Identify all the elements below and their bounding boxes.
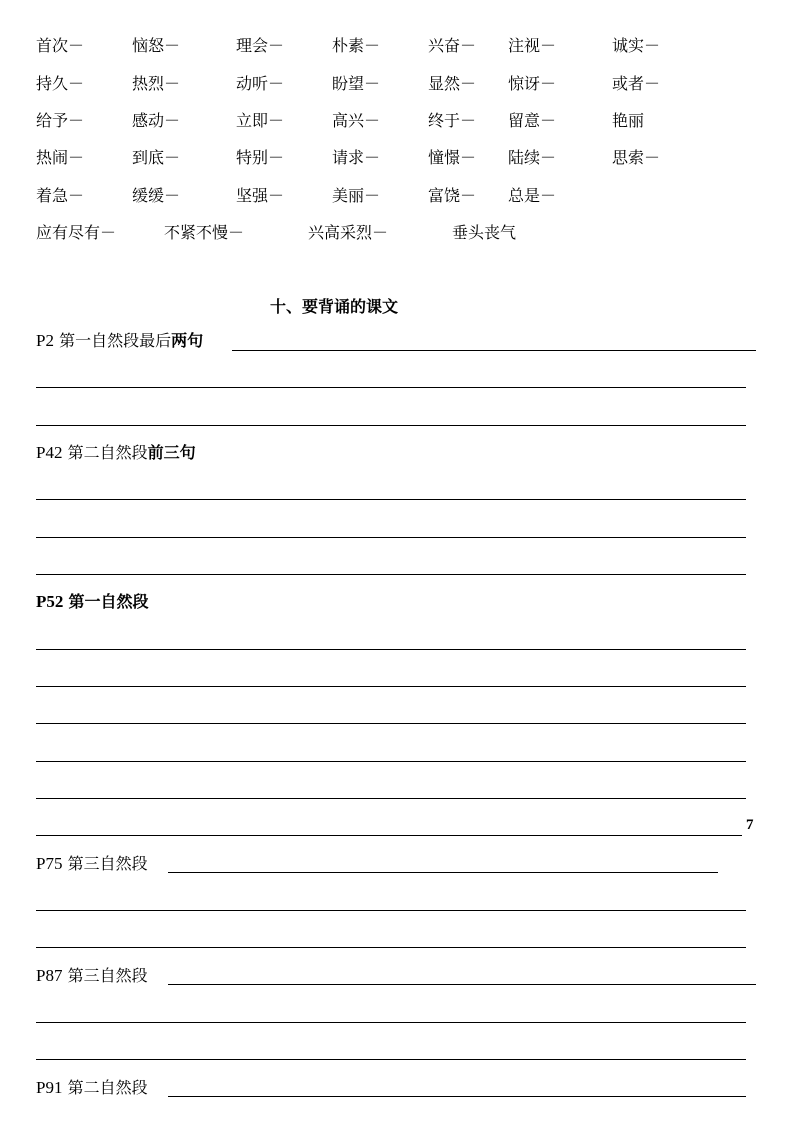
vocab-word: 憧憬－ <box>428 148 477 167</box>
passage-text: 第二自然段 <box>67 1078 148 1097</box>
vocab-word: 兴高采烈－ <box>308 223 389 242</box>
vocab-word: 注视－ <box>508 36 557 55</box>
writing-line[interactable] <box>36 425 746 426</box>
vocab-word: 美丽－ <box>332 186 381 205</box>
vocab-word: 恼怒－ <box>132 36 181 55</box>
writing-line[interactable] <box>36 537 746 538</box>
writing-line[interactable] <box>168 984 756 985</box>
writing-line[interactable] <box>36 387 746 388</box>
writing-line[interactable] <box>36 723 746 724</box>
vocab-word: 缓缓－ <box>132 186 181 205</box>
vocab-word: 高兴－ <box>332 111 381 130</box>
passage-label <box>36 854 148 874</box>
vocab-word: 首次－ <box>36 36 85 55</box>
writing-line[interactable] <box>36 1059 746 1060</box>
vocab-word: 终于－ <box>428 111 477 130</box>
page-number: 7 <box>746 817 754 833</box>
passage-text: 第一自然段最后 <box>59 331 172 350</box>
vocab-word: 坚强－ <box>236 186 285 205</box>
passage-label <box>36 1078 148 1098</box>
section-title: 十、要背诵的课文 <box>270 297 399 316</box>
passage-label <box>36 592 149 612</box>
passage-text: 第三自然段 <box>67 966 148 985</box>
vocab-word: 持久－ <box>36 74 85 93</box>
vocab-word: 艳丽 <box>612 111 645 130</box>
passage-bold: 第一自然段 <box>68 592 149 611</box>
vocab-word: 特别－ <box>236 148 285 167</box>
writing-line[interactable] <box>36 910 746 911</box>
passage-page: P75 <box>36 854 63 873</box>
passage-page: P2 <box>36 331 54 350</box>
writing-line[interactable] <box>36 798 746 799</box>
vocab-word: 热烈－ <box>132 74 181 93</box>
vocab-word: 富饶－ <box>428 186 477 205</box>
passage-page: P87 <box>36 966 63 985</box>
passage-page: P52 <box>36 592 64 611</box>
writing-line[interactable] <box>168 1096 746 1097</box>
vocab-word: 着急－ <box>36 186 85 205</box>
vocab-word: 请求－ <box>332 148 381 167</box>
vocab-word: 到底－ <box>132 148 181 167</box>
passage-bold: 前三句 <box>147 443 196 462</box>
vocab-word: 诚实－ <box>612 36 661 55</box>
vocab-word: 盼望－ <box>332 74 381 93</box>
writing-line[interactable] <box>36 761 746 762</box>
writing-line[interactable] <box>36 499 746 500</box>
vocab-word: 感动－ <box>132 111 181 130</box>
vocab-word: 朴素－ <box>332 36 381 55</box>
writing-line[interactable] <box>232 350 756 351</box>
vocab-word: 兴奋－ <box>428 36 477 55</box>
vocab-word: 不紧不慢－ <box>164 223 245 242</box>
passage-text: 第二自然段 <box>67 443 148 462</box>
passage-page: P91 <box>36 1078 63 1097</box>
writing-line[interactable] <box>36 686 746 687</box>
vocab-word: 垂头丧气 <box>452 223 517 242</box>
passage-label <box>36 966 148 986</box>
passage-label <box>36 443 196 463</box>
writing-line[interactable] <box>36 947 746 948</box>
passage-bold: 两句 <box>171 331 204 350</box>
vocab-word: 留意－ <box>508 111 557 130</box>
vocab-word: 动听－ <box>236 74 285 93</box>
writing-line[interactable] <box>36 835 742 836</box>
writing-line[interactable] <box>168 872 718 873</box>
vocab-word: 热闹－ <box>36 148 85 167</box>
vocab-word: 总是－ <box>508 186 557 205</box>
passage-label <box>36 331 203 351</box>
vocab-word: 应有尽有－ <box>36 223 117 242</box>
writing-line[interactable] <box>36 649 746 650</box>
writing-line[interactable] <box>36 1022 746 1023</box>
vocab-word: 显然－ <box>428 74 477 93</box>
passage-text: 第三自然段 <box>67 854 148 873</box>
vocab-word: 理会－ <box>236 36 285 55</box>
writing-line[interactable] <box>36 574 746 575</box>
vocab-word: 给予－ <box>36 111 85 130</box>
vocab-word: 立即－ <box>236 111 285 130</box>
vocab-word: 陆续－ <box>508 148 557 167</box>
vocab-word: 惊讶－ <box>508 74 557 93</box>
vocab-word: 或者－ <box>612 74 661 93</box>
vocab-word: 思索－ <box>612 148 661 167</box>
passage-page: P42 <box>36 443 63 462</box>
